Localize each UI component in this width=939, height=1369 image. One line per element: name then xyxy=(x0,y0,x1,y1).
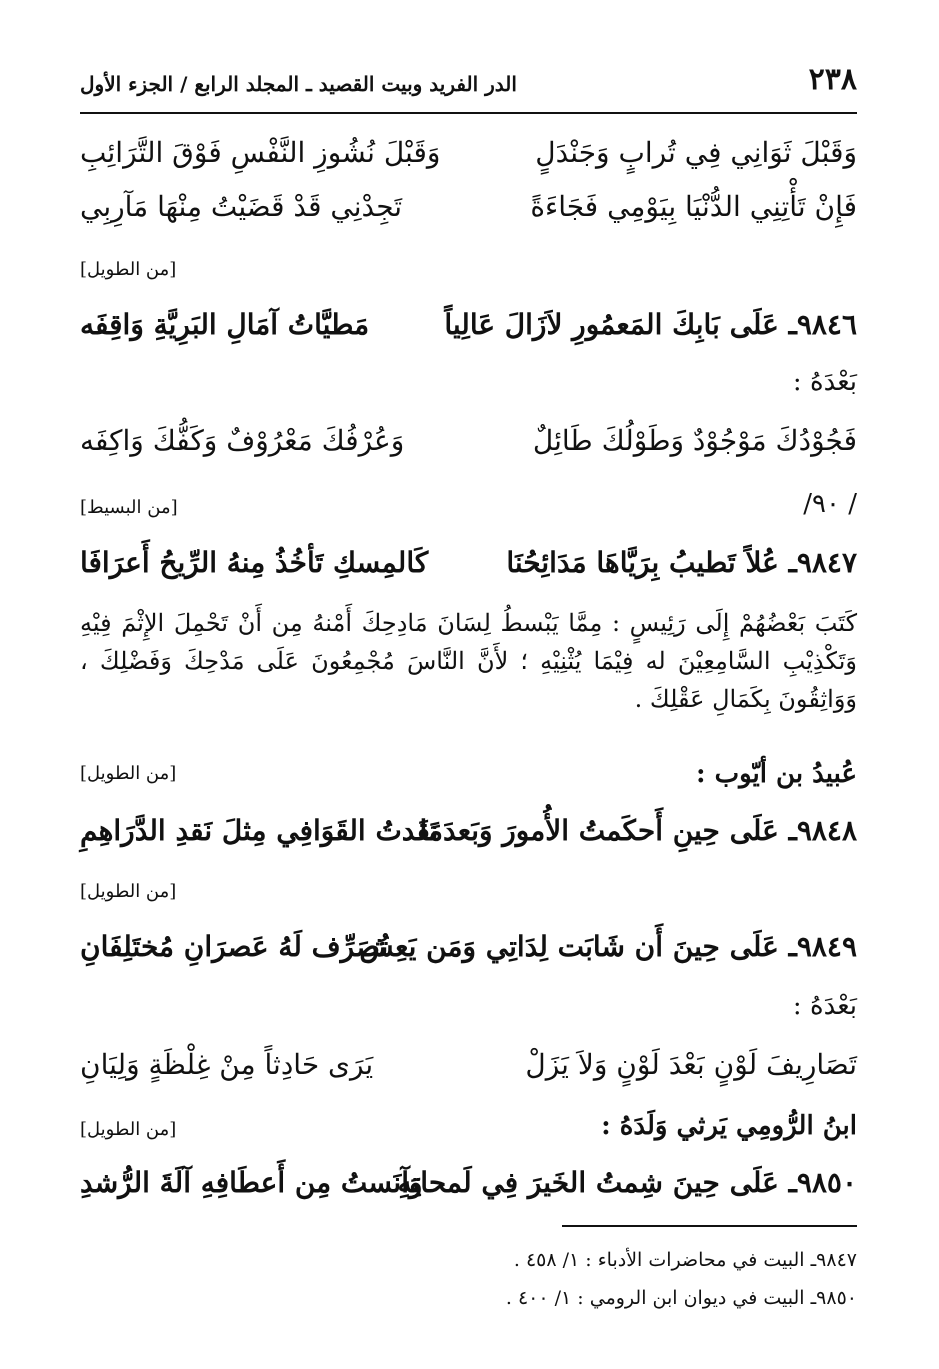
verse-second-hemistich: نَقَدتُ القَوَافِي مِثلَ نَقدِ الدَّرَاهِمِ xyxy=(80,814,439,847)
verse-second-hemistich: وَآنَستُ مِن أَعطَافِهِ آلَةَ الرُّشدِ xyxy=(80,1166,423,1199)
poet-name: ابنُ الرُّومِي يَرثي وَلَدَهُ : xyxy=(601,1111,857,1141)
verse-number: ٩٨٤٨ـ xyxy=(788,814,857,847)
header-rule xyxy=(80,112,857,114)
verse-second-hemistich: وَقَبْلَ نُشُوزِ النَّفْسِ فَوْقَ التَّرَائِبِ xyxy=(80,136,441,169)
after-label: بَعْدَهُ : xyxy=(792,367,857,397)
verse-number: ٩٨٤٧ـ xyxy=(788,546,857,579)
verse-second-hemistich: وَعُرْفُكَ مَعْرُوْفٌ وَكَفُّكَ وَاكِفَه xyxy=(80,424,405,457)
page-header xyxy=(80,62,857,106)
verse-line xyxy=(80,418,857,466)
prose-paragraph: كَتَبَ بَعْضُهُمْ إِلَى رَئِيسٍ : مِمَّا يَبْسطُ لِسَانَ مَادِحِكَ أَمْنهُ مِن أَنْ تَحْمِلَ الإِثْمَ فِيْهِ وَتَكْذِيْبِ السَّامِعِيْنَ له فِيْمَا يُثْنِيْهِ ؛ لأَنَّ النَّاسَ مُجْمِعُونَ عَلَى مَدْحِكَ وَفَضْلِكَ ، وَوَاثِقُونَ بِكَمَالِ عَقْلِكَ . xyxy=(80,609,857,713)
verse-first-hemistich: ٩٨٤٦ـ عَلَى بَابِكَ المَعمُورِ لاَزَالَ عَالِياً xyxy=(444,308,857,341)
verse-first-hemistich: ٩٨٤٧ـ عُلاً تَطيبُ بِرَيَّاهَا مَدَائِحُنَا xyxy=(506,546,857,579)
verse-second-hemistich: كَالمِسكِ تَأخُذُ مِنهُ الرِّيحُ أَعرَافَا xyxy=(80,546,429,579)
verse-9849 xyxy=(80,924,857,972)
verse-number: ٩٨٥٠ـ xyxy=(788,1166,857,1199)
page-number: ٢٣٨ xyxy=(808,62,857,97)
verse-9846 xyxy=(80,302,857,350)
verse-second-hemistich: تُصَرِّف لَهُ عَصرَانِ مُختَلِفَانِ xyxy=(80,930,389,963)
verse-number: ٩٨٤٩ـ xyxy=(788,930,857,963)
verse-first-hemistich: ٩٨٤٨ـ عَلَى حِينِ أَحكَمتُ الأُمورَ وَبَعدَمَا xyxy=(419,814,857,847)
verse-first-hemistich: تَصَارِيفَ لَوْنٍ بَعْدَ لَوْنٍ وَلاَ يَزَلْ xyxy=(525,1048,857,1081)
poet-name: عُبيدُ بن أيّوب : xyxy=(695,759,857,789)
verse-9848 xyxy=(80,808,857,856)
verse-first-hemistich: ٩٨٥٠ـ عَلَى حِينَ شِمتُ الخَيرَ فِي لَمحاتِهِ xyxy=(397,1166,857,1199)
meter-label: [من الطويل] xyxy=(80,1119,177,1140)
footnote: ٩٨٤٧ـ البيت في محاضرات الأدباء : ١/ ٤٥٨ . xyxy=(513,1249,857,1271)
running-title: الدر الفريد وبيت القصيد ـ المجلد الرابع / الجزء الأول xyxy=(80,72,517,96)
meter-label: [من البسيط] xyxy=(80,497,178,518)
verse-first-hemistich: وَقَبْلَ ثَوَانِي فِي تُرابٍ وَجَنْدَلٍ xyxy=(535,136,857,169)
verse-line xyxy=(80,130,857,178)
verse-line xyxy=(80,1042,857,1090)
verse-second-hemistich: مَطيَّاتُ آمَالِ البَرِيَّةِ وَاقِفَه xyxy=(80,308,370,341)
footnote: ٩٨٥٠ـ البيت في ديوان ابن الرومي : ١/ ٤٠٠ . xyxy=(505,1287,857,1309)
meter-label: [من الطويل] xyxy=(80,259,177,280)
meter-label: [من الطويل] xyxy=(80,763,177,784)
verse-second-hemistich: تَجِدْنِي قَدْ قَضَيْتُ مِنْهَا مَآرِبِي xyxy=(80,190,403,223)
meter-label: [من الطويل] xyxy=(80,881,177,902)
after-label: بَعْدَهُ : xyxy=(792,991,857,1021)
footnote-rule xyxy=(562,1225,857,1227)
page-reference: / ٩٠/ xyxy=(803,489,857,519)
verse-first-hemistich: ٩٨٤٩ـ عَلَى حِينَ أَن شَابَت لِدَاتِي وَمَن يَعِش xyxy=(359,930,857,963)
verse-first-hemistich: فَجُوْدُكَ مَوْجُوْدٌ وَطَوْلُكَ طَائِلٌ xyxy=(532,424,857,457)
verse-9850 xyxy=(80,1160,857,1208)
verse-first-hemistich: فَإِنْ تَأْتِنِي الدُّنْيَا بِيَوْمِي فَجَاءَةً xyxy=(530,190,857,223)
verse-second-hemistich: يَرَى حَادِثاً مِنْ غِلْظَةٍ وَلِيَانِ xyxy=(80,1048,374,1081)
verse-number: ٩٨٤٦ـ xyxy=(788,308,857,341)
verse-line xyxy=(80,184,857,232)
verse-9847 xyxy=(80,540,857,588)
